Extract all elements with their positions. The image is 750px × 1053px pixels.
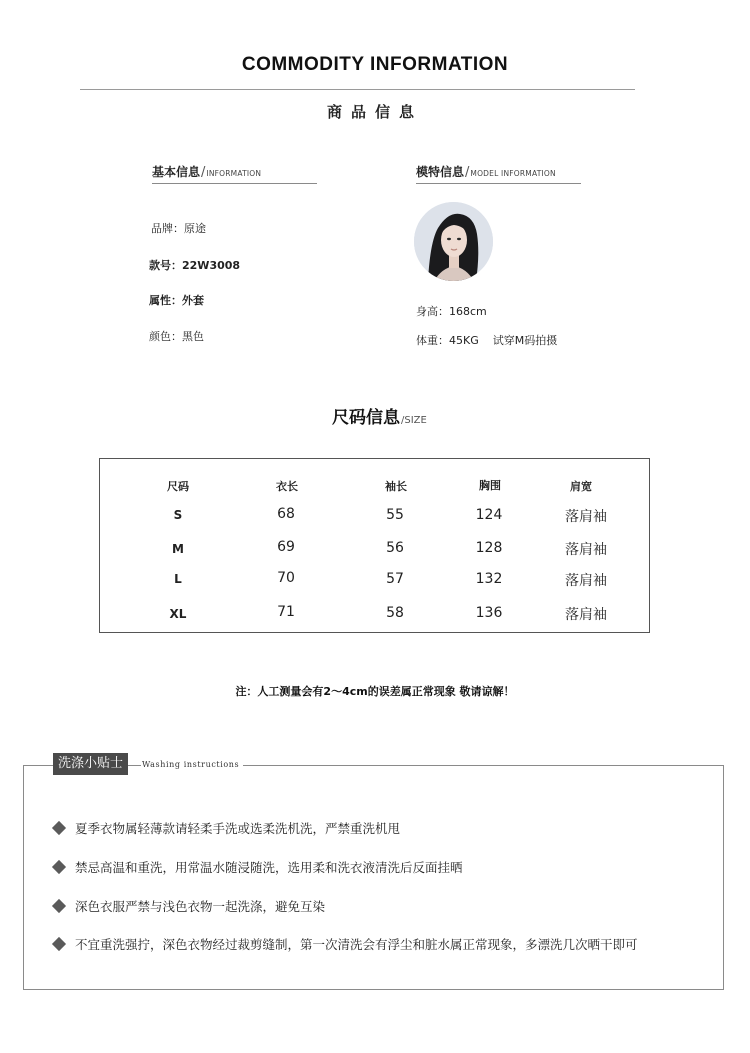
size-info-title: 尺码信息	[332, 408, 400, 428]
table-cell: 128	[475, 540, 503, 556]
basic-info-title: 基本信息	[152, 165, 201, 179]
model-weight-row	[416, 332, 557, 348]
page-subtitle: 商品信息	[326, 103, 423, 121]
model-info-heading: 模特信息/MODEL INFORMATION	[416, 165, 556, 180]
table-cell: M	[172, 542, 184, 556]
table-cell: 57	[386, 571, 404, 587]
table-cell: 落肩袖	[565, 573, 607, 589]
table-cell: 落肩袖	[565, 542, 607, 558]
attribute-value: 属性：外套	[149, 294, 204, 307]
model-height-value: 身高：168cm	[416, 305, 487, 318]
table-cell: S	[173, 508, 183, 522]
washing-title-en: Washing instructions	[141, 758, 243, 772]
model-portrait-image	[414, 202, 493, 281]
washing-title: 洗涤小贴士	[53, 753, 128, 775]
list-item	[52, 858, 463, 876]
list-item	[52, 819, 400, 837]
basic-info-divider	[152, 183, 317, 184]
washing-box	[23, 765, 724, 990]
model-fitting-value: 试穿M码拍摄	[492, 334, 558, 347]
table-cell: 71	[277, 604, 295, 620]
table-cell: 55	[386, 507, 404, 523]
table-cell: 132	[475, 571, 503, 587]
model-info-title-en: MODEL INFORMATION	[470, 169, 556, 178]
table-cell: 落肩袖	[565, 607, 607, 623]
diamond-bullet-icon	[52, 899, 66, 913]
basic-info-heading: 基本信息/INFORMATION	[152, 165, 262, 180]
shoulder-col-header: 肩宽	[570, 480, 592, 493]
table-cell: 70	[277, 570, 295, 586]
table-cell: 56	[386, 540, 404, 556]
washing-item-text: 深色衣服严禁与浅色衣物一起洗涤，避免互染	[75, 899, 326, 914]
washing-item-text: 夏季衣物属轻薄款请轻柔手洗或选柔洗机洗，严禁重洗机甩	[75, 821, 401, 836]
diamond-bullet-icon	[52, 937, 66, 951]
table-cell: 69	[277, 539, 295, 555]
table-cell: 落肩袖	[565, 509, 607, 525]
model-info-divider	[416, 183, 581, 184]
washing-item-text: 禁忌高温和重洗，用常温水随浸随洗，选用柔和洗衣液清洗后反面挂晒	[75, 860, 463, 875]
table-cell: L	[174, 572, 182, 586]
sleeve-col-header: 袖长	[385, 480, 407, 493]
size-info-heading	[332, 403, 427, 428]
title-divider	[80, 89, 635, 90]
chest-col-header: 胸围	[479, 479, 501, 492]
table-cell: 136	[475, 605, 503, 621]
model-weight-value: 体重：45KG	[416, 334, 479, 347]
item-number-value: 款号：22W3008	[149, 259, 241, 272]
diamond-bullet-icon	[52, 860, 66, 874]
table-cell: 58	[386, 605, 404, 621]
table-cell: XL	[169, 607, 187, 621]
size-col-header: 尺码	[167, 480, 189, 493]
table-cell: 68	[277, 506, 295, 522]
size-info-title-en: /SIZE	[401, 415, 427, 426]
length-col-header: 衣长	[276, 480, 298, 493]
list-item	[52, 897, 325, 915]
measurement-note: 注：人工测量会有2～4cm的误差属正常现象 敬请谅解！	[235, 685, 515, 698]
diamond-bullet-icon	[52, 821, 66, 835]
list-item	[52, 935, 638, 953]
basic-info-title-en: INFORMATION	[206, 169, 262, 178]
washing-item-text: 不宜重洗强拧，深色衣物经过裁剪缝制，第一次清洗会有浮尘和脏水属正常现象，多漂洗几次晒干即可	[75, 937, 638, 952]
model-avatar	[414, 202, 493, 281]
brand-value: 品牌：原途	[151, 222, 206, 235]
color-value: 颜色：黑色	[149, 330, 204, 343]
page-title: COMMODITY INFORMATION	[241, 54, 509, 75]
table-cell: 124	[475, 507, 503, 523]
model-info-title: 模特信息	[416, 165, 465, 179]
